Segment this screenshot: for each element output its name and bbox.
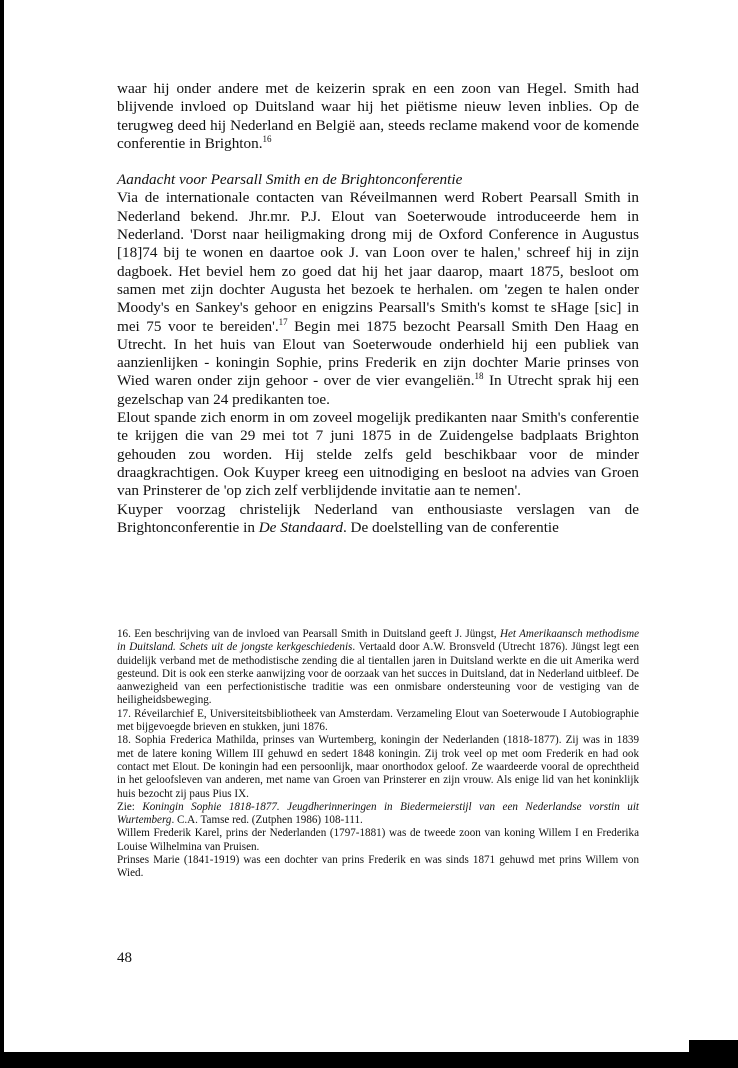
paragraph-3: Elout spande zich enorm in om zoveel mogelijk predikanten naar Smith's conferentie te krijgen die van 29 mei tot 7 juni 1875 in de Zuidengelse badplaats Brighton gehouden zou worden. Hij stelde zelfs geld beschikbaar voor de minder draagkrachtigen. Ook Kuyper kreeg een uitnodiging en besloot na advies van Groen van Prinsterer de 'op zich zelf verblijdende invitatie aan te nemen'. [117, 409, 639, 500]
footnotes [117, 628, 639, 881]
footnote-18-marie: Prinses Marie (1841-1919) was een dochter van prins Frederik en was sinds 1871 gehuwd met prins Willem von Wied. [117, 854, 639, 880]
footnote-ref-17[interactable]: 17 [278, 316, 288, 327]
footnote-ref-16[interactable]: 16 [262, 133, 272, 144]
paragraph-4: Kuyper voorzag christelijk Nederland van enthousiaste verslagen van de Brightonconferentie in De Standaard. De doelstelling van de conferentie [117, 500, 639, 536]
page-number: 48 [117, 950, 132, 966]
paragraph-2: Via de internationale contacten van Réveilmannen werd Robert Pearsall Smith in Nederland bekend. Jhr.mr. P.J. Elout van Soeterwoude introduceerde hem in Nederland. 'Dorst naar heiligmaking drong mij de Oxford Conference in Augustus [18]74 bij te wonen en daartoe ook J. van Loon over te halen,' schreef hij in zijn dagboek. Het beviel hem zo goed dat hij het jaar daarop, maart 1875, besloot om samen met zijn dochter Augusta het bezoek te herhalen. om 'zegen te halen onder Moody's en Sankey's gehoor en enigzins Pearsall's Smith's komst te sHage [sic] in mei 75 voor te bereiden'.$^{17}$ Begin mei 1875 bezocht Pearsall Smith Den Haag en Utrecht. In het huis van Elout van Soeterwoude onderhield hij een publiek van aanzienlijken - koningin Sophie, prins Frederik en zijn dochter Marie prinses von Wied waren onder zijn gehoor - over de vier evangeliën.$^{18}$ In Utrecht sprak hij een gezelschap van 24 predikanten toe. [117, 189, 640, 408]
paragraph-1: waar hij onder andere met de keizerin sprak en een zoon van Hegel. Smith had blijvende invloed op Duitsland waar hij het piëtisme nieuw leven inblies. Op de terugweg deed hij Nederland en België aan, steeds reclame makend voor de komende conferentie in Brighton.$^{16}$ [117, 80, 639, 152]
footnote-18: 18. Sophia Frederica Mathilda, prinses van Wurtemberg, koningin der Nederlanden (1818-1877). Zij was in 1839 met de latere koning Willem III gehuwd en sedert 1848 koningin. Zij trok veel op met oom Frederik en had ook contact met Elout. De koningin had een persoonlijk, maar onorthodox geloof. Ze waardeerde vooral de oprechtheid in het geloofsleven van anderen, met name van Groen van Prinsterer en zijn vrouw. Als enige lid van het koninklijk huis bezocht zij paus Pius IX. [117, 734, 639, 800]
footnote-18-willem: Willem Frederik Karel, prins der Nederlanden (1797-1881) was de tweede zoon van koning Willem I en Frederika Louise Wilhelmina van Pruisen. [117, 827, 639, 853]
section-heading: Aandacht voor Pearsall Smith en de Brightonconferentie [117, 171, 463, 189]
footnote-18-zie: Zie: Koningin Sophie 1818-1877. Jeugdherinneringen in Biedermeierstijl van een Nederlandse vorstin uit Wurtemberg. C.A. Tamse red. (Zutphen 1986) 108-111. [117, 800, 640, 827]
scan-edge-corner [689, 1040, 738, 1068]
scan-edge-left [0, 0, 4, 1068]
footnote-17: 17. Réveilarchief E, Universiteitsbibliotheek van Amsterdam. Verzameling Elout van Soeterwoude I Autobiographie met bijgevoegde brieven en stukken, juni 1876. [117, 707, 639, 734]
footnote-16: 16. Een beschrijving van de invloed van Pearsall Smith in Duitsland geeft J. Jüngst, Het Amerikaansch methodisme in Duitsland. Schets uit de jongste kerkgeschiedenis. Vertaald door A.W. Bronsveld (Utrecht 1876). Jüngst legt een duidelijk verband met de methodistische zending die al tientallen jaren in Duitsland werkte en die uit Amerika werd gesteund. Dit is ook een sterke aanwijzing voor de oorzaak van het succes in Duitsland, dat in Nederland uitbleef. De aanwezigheid van een perfectionistische traditie was een onmisbare ondersteuning voor de vestiging van de heiligheidsbeweging. [117, 628, 640, 707]
scan-edge-bottom [0, 1052, 738, 1068]
footnote-ref-18[interactable]: 18 [474, 371, 484, 382]
main-text [117, 80, 639, 537]
